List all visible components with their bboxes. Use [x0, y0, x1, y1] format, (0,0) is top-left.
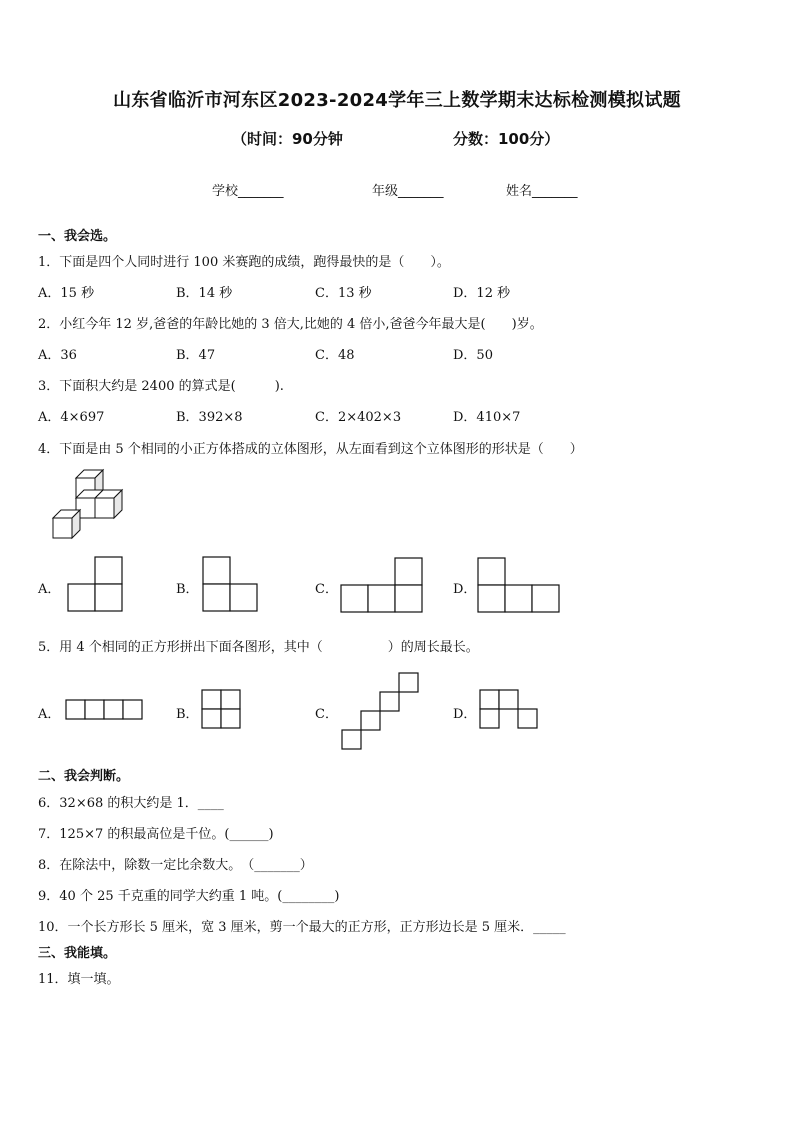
- q5-option-d: D．: [453, 707, 477, 722]
- q3-option-c: C．2×402×3: [315, 410, 402, 425]
- q4-option-b: B．: [176, 582, 199, 597]
- name-field: 姓名_______: [506, 184, 578, 199]
- q4-option-c: C．: [315, 582, 338, 597]
- q3-option-d: D．410×7: [453, 410, 521, 425]
- q4-option-a: A．: [38, 582, 61, 597]
- grade-field: 年级_______: [372, 184, 444, 199]
- question-1: 1．下面是四个人同时进行 100 米赛跑的成绩，跑得最快的是（ ）。: [38, 255, 450, 270]
- question-9: 9．40 个 25 千克重的同学大约重 1 吨。(________): [38, 889, 340, 904]
- q3-option-a: A．4×697: [38, 410, 105, 425]
- question-3: 3．下面积大约是 2400 的算式是( ).: [38, 379, 284, 394]
- q4-option-a-figure: [68, 556, 124, 612]
- page-title: 山东省临沂市河东区2023-2024学年三上数学期末达标检测模拟试题: [113, 90, 681, 111]
- q3-option-b: B．392×8: [176, 410, 243, 425]
- cube-stack-figure: [50, 466, 130, 542]
- question-10: 10．一个长方形长 5 厘米，宽 3 厘米，剪一个最大的正方形，正方形边长是 5 厘米．_____: [38, 920, 566, 935]
- q5-option-c: C．: [315, 707, 338, 722]
- q2-option-b: B．47: [176, 348, 216, 363]
- q4-option-d-figure: [478, 557, 561, 613]
- q1-option-d: D．12 秒: [453, 286, 511, 301]
- q5-option-b-figure: [201, 689, 243, 731]
- q5-option-c-figure: [341, 672, 421, 752]
- q5-option-d-figure: [479, 689, 541, 731]
- section-3-heading: 三、我能填。: [38, 946, 117, 961]
- question-4: 4．下面是由 5 个相同的小正方体搭成的立体图形，从左面看到这个立体图形的形状是（ ）: [38, 442, 583, 457]
- question-7: 7．125×7 的积最高位是千位。(______): [38, 827, 274, 842]
- q1-option-a: A．15 秒: [38, 286, 95, 301]
- q5-option-a: A．: [38, 707, 61, 722]
- q2-option-d: D．50: [453, 348, 493, 363]
- section-2-heading: 二、我会判断。: [38, 769, 130, 784]
- q1-option-b: B．14 秒: [176, 286, 233, 301]
- question-11: 11．填一填。: [38, 972, 120, 987]
- school-field: 学校_______: [212, 184, 284, 199]
- q5-option-b: B．: [176, 707, 199, 722]
- q4-option-b-figure: [203, 556, 259, 612]
- score-note: 分数：100分）: [453, 130, 560, 148]
- q2-option-c: C．48: [315, 348, 355, 363]
- question-6: 6．32×68 的积大约是 1．____: [38, 796, 224, 811]
- q4-option-d: D．: [453, 582, 477, 597]
- question-8: 8．在除法中，除数一定比余数大。 （_______）: [38, 858, 313, 873]
- question-2: 2．小红今年 12 岁,爸爸的年龄比她的 3 倍大,比她的 4 倍小,爸爸今年最大是( )岁。: [38, 317, 543, 332]
- section-1-heading: 一、我会选。: [38, 229, 117, 244]
- q5-option-a-figure: [65, 699, 143, 721]
- question-5: 5．用 4 个相同的正方形拼出下面各图形，其中（ ）的周长最长。: [38, 640, 479, 655]
- q1-option-c: C．13 秒: [315, 286, 372, 301]
- q2-option-a: A．36: [38, 348, 77, 363]
- q4-option-c-figure: [341, 557, 424, 613]
- time-note: （时间：90分钟: [232, 130, 343, 148]
